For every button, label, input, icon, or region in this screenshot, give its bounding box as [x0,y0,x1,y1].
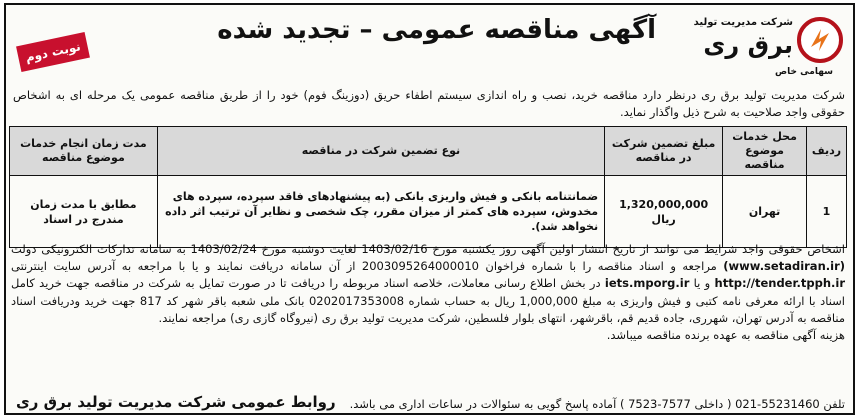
notice-header [6,5,853,83]
conditions-paragraph [11,241,845,327]
setad-link[interactable]: (www.setadiran.ir) [723,259,845,274]
contact-line: تلفن 55231460-021 ( داخلی 7577-7523 ) آماده پاسخ گویی به سئوالات در ساعات اداری می باشد. [349,397,845,411]
conditions-part-d: در بخش اطلاع رسانی معاملات، خلاصه اسناد مربوطه را دریافت تا در صورت تمایل به شرکت در مناقصه جهت خرید کامل اسناد با ارائه معرفی نامه کتبی و فیش واریزی به مبلغ 1,000,000 ریال به حساب شماره 0202017353008 بانک ملی شعبه باقر شهر کد 817 جهت خرید ودریافت اسناد مناقصه به آدرس تهران، شهرری، جاده قدیم قم، باقرشهر، انتهای بلوار فلسطین، شرکت مدیریت تولید برق ری (نیروگاه گازی ری) مراجعه نمایند. [11,276,845,325]
logo-small-text: شرکت مدیریت تولید [693,17,793,28]
table-row [10,176,847,248]
cell-guarantee-type: ضمانتنامه بانکی و فیش واریزی بانکی (به پیشنهادهای فاقد سپرده، سپرده های مخدوش، سپرده های کمتر از میزان مقرر، چک شخصی و نظایر آن ترتیب اثر داده نخواهد شد). [157,176,604,248]
header-row-number: ردیف [807,127,847,176]
header-duration: مدت زمان انجام خدمات موضوع مناقصه [10,127,158,176]
iets-link[interactable]: iets.mporg.ir [604,276,690,291]
cell-place: تهران [723,176,807,248]
tender-site-link[interactable]: http://tender.tpph.ir [714,276,846,291]
cell-amount: 1,320,000,000 ریال [605,176,723,248]
conditions-part-c: و یا [693,276,711,291]
cell-duration: مطابق با مدت زمان مندرج در اسناد [10,176,158,248]
header-place: محل خدمات موضوع مناقصه [723,127,807,176]
company-logo [685,11,845,75]
conditions-text [11,241,845,344]
conditions-part-b: مراجعه و اسناد مناقصه را با شماره فراخوان 2003095264000010 از آن سامانه دریافت نمایند و یا با مراجعه به آدرس سایت اینترنتی [11,259,717,274]
logo-brand: برق ری [703,31,793,59]
table-header-row [10,127,847,176]
intro-paragraph: شرکت مدیریت تولید برق ری درنظر دارد مناقصه خرید، نصب و راه اندازی سیستم اطفاء حریق (دوزینگ فوم) خود را از طریق مناقصه عمومی یک مرحله ای به اشخاص حقوقی واجد صلاحیت به شرح ذیل واگذار نماید. [13,88,845,119]
header-amount: مبلغ تضمین شرکت در مناقصه [605,127,723,176]
power-logo-icon [797,17,843,63]
second-round-badge: نوبت دوم [16,32,90,72]
header-guarantee-type: نوع تضمین شرکت در مناقصه [157,127,604,176]
tender-table [9,126,847,248]
conditions-part-a: اشخاص حقوقی واجد شرایط می توانند از تاریخ انتشار اولین آگهی روز یکشنبه مورخ 1403/02/16 لغایت دوشنبه مورخ 1403/02/24 به سامانه تدارکات الکترونیکی دولت [11,242,846,256]
notice-title: آگهی مناقصه عمومی – تجدید شده [217,15,656,45]
logo-sub-text: سهامی خاص [775,67,833,77]
tender-notice [4,3,855,415]
cost-paragraph: هزینه آگهی مناقصه به عهده برنده مناقصه میباشد. [606,328,845,343]
cell-row-number: 1 [807,176,847,248]
public-relations-signature: روابط عمومی شرکت مدیریت تولید برق ری [16,393,336,411]
